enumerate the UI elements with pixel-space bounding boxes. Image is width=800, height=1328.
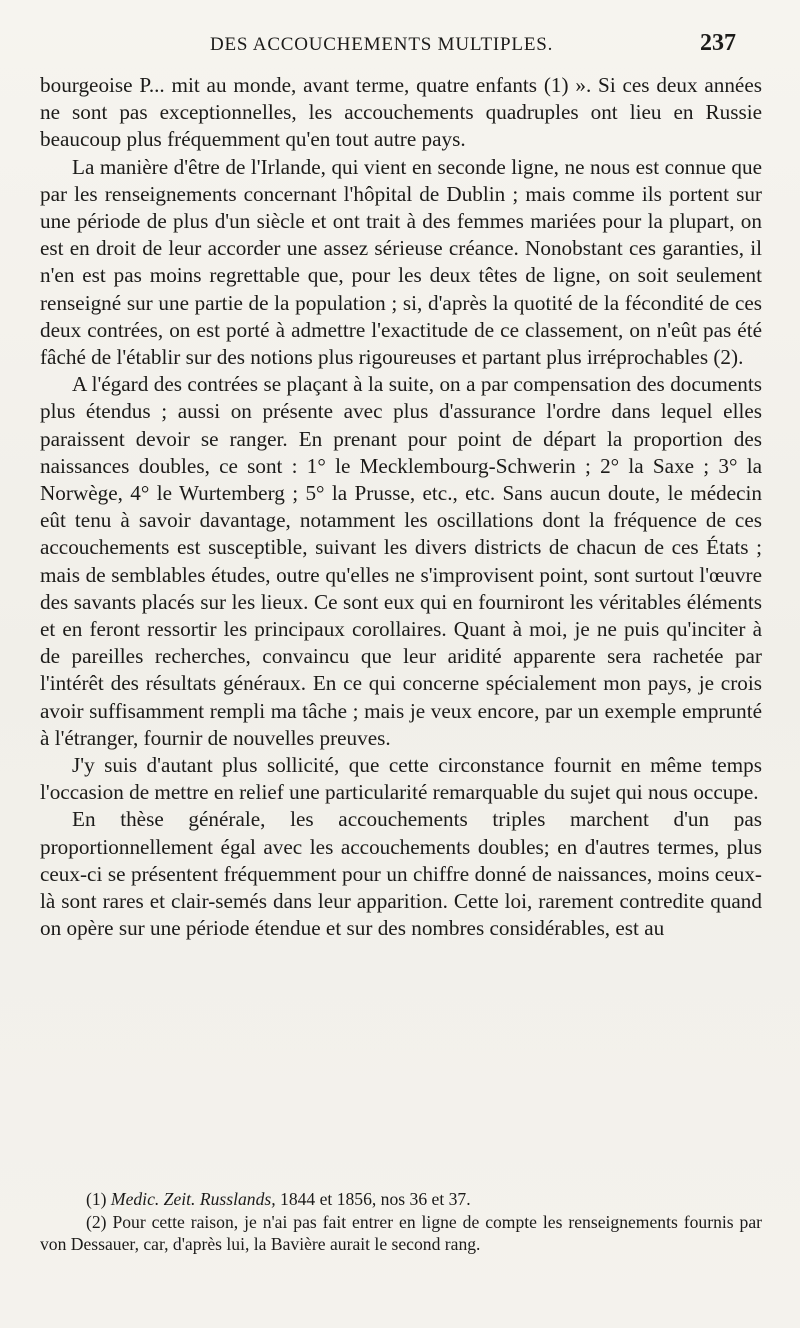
footnote-2-marker: (2) <box>86 1212 107 1232</box>
footnote-1 <box>40 1188 762 1210</box>
paragraph-2: La manière d'être de l'Irlande, qui vient en seconde ligne, ne nous est connue que par les renseignements concernant l'hôpital de Dublin ; mais comme ils portent sur une période de plus d'un siècle et ont trait à des femmes mariées pour la plupart, on est en droit de leur accorder une assez sérieuse créance. Nonobstant ces garanties, il n'en est pas moins regrettable que, pour les deux têtes de ligne, on soit seulement renseigné sur une partie de la population ; si, d'après la quotité de la fécondité de ces deux contrées, on est porté à admettre l'exactitude de ce classement, on n'eût pas été fâché de l'établir sur des notions plus rigoureuses et partant plus irréprochables (2). <box>40 154 762 370</box>
paragraph-4: J'y suis d'autant plus sollicité, que cette circonstance fournit en même temps l'occasion de mettre en relief une particularité remarquable du sujet qui nous occupe. <box>40 753 762 805</box>
paragraph-3: A l'égard des contrées se plaçant à la suite, on a par compensation des documents plus étendus ; aussi on présente avec plus d'assurance l'ordre dans lequel elles paraissent devoir se ranger. En prenant pour point de départ la proportion des naissances doubles, ce sont : 1° le Mecklembourg-Schwerin ; 2° la Saxe ; 3° la Norwège, 4° le Wurtemberg ; 5° la Prusse, etc., etc. Sans aucun doute, le médecin eût tenu à savoir davantage, notamment les oscillations dont la fréquence de ces accouchements est susceptible, suivant les divers districts de chacun de ces États ; mais de semblables études, outre qu'elles ne s'improvisent point, sont surtout l'œuvre des savants placés sur les lieux. Ce sont eux qui en fourniront les véritables éléments et en feront ressortir les principaux corollaires. Quant à moi, je ne puis qu'inciter à de pareilles recherches, convaincu que leur aridité apparente sera rachetée par l'intérêt des résultats généraux. En ce qui concerne spécialement mon pays, je crois avoir suffisamment rempli ma tâche ; mais je veux encore, par un exemple emprunté à l'étranger, fournir de nouvelles preuves. <box>40 372 762 750</box>
footnote-1-text: 1844 et 1856, nos 36 et 37. <box>280 1189 471 1209</box>
running-title: DES ACCOUCHEMENTS MULTIPLES. <box>210 34 554 55</box>
page-number: 237 <box>700 30 736 56</box>
running-head <box>40 30 740 68</box>
footnotes <box>40 1188 762 1255</box>
body-text <box>40 72 762 943</box>
paragraph-5: En thèse générale, les accouchements triples marchent d'un pas proportionnellement égal avec les accouchements doubles; en d'autres termes, plus ceux-ci se présentent fréquemment pour un chiffre donné de naissances, moins ceux-là sont rares et clair-semés dans leur apparition. Cette loi, rarement contredite quand on opère sur une période étendue et sur des nombres considérables, est au <box>40 807 762 941</box>
paragraph-1: bourgeoise P... mit au monde, avant terme, quatre enfants (1) ». Si ces deux années ne sont pas exceptionnelles, les accouchements quadruples ont lieu en Russie beaucoup plus fréquemment qu'en tout autre pays. <box>40 73 762 152</box>
footnote-2-text: Pour cette raison, je n'ai pas fait entrer en ligne de compte les renseignements fournis par von Dessauer, car, d'après lui, la Bavière aurait le second rang. <box>40 1212 762 1254</box>
footnote-1-source: Medic. Zeit. Russlands, <box>110 1189 276 1209</box>
footnote-1-marker: (1) <box>86 1189 107 1209</box>
footnote-2 <box>40 1211 762 1255</box>
